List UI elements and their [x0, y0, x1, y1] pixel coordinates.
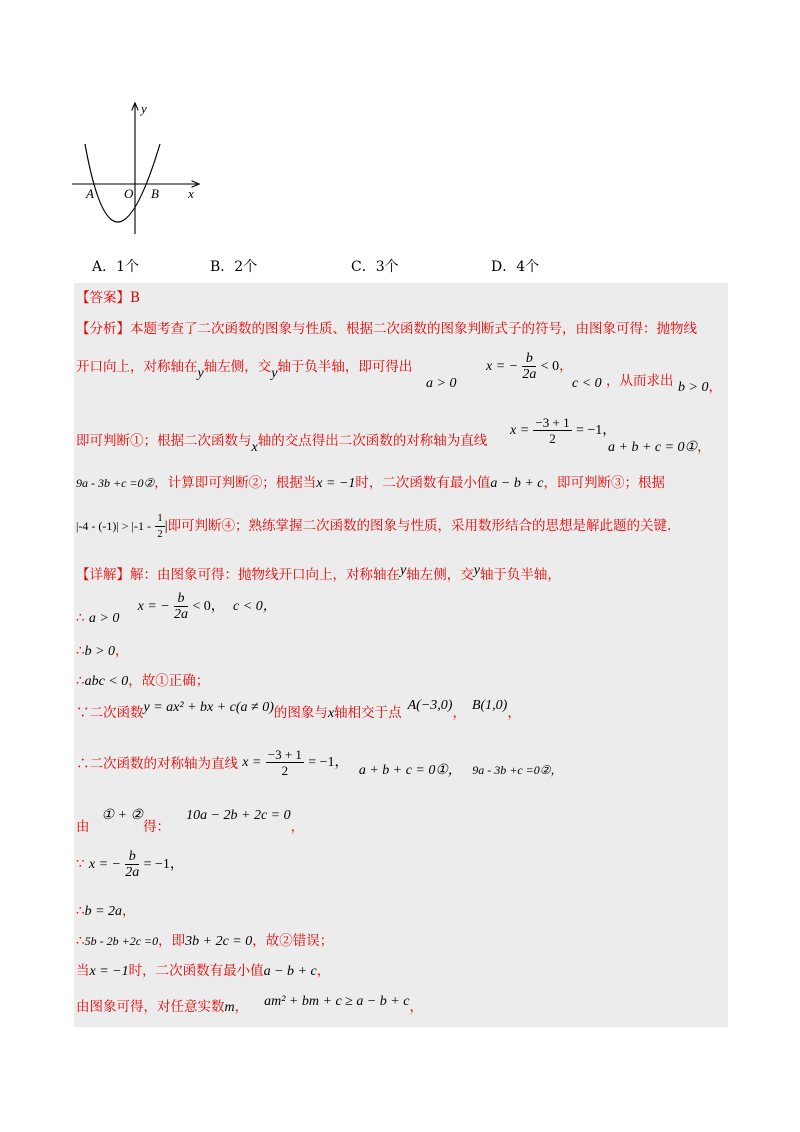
fraction [174, 591, 188, 622]
detail-line-2 [76, 591, 277, 626]
analysis-line-5 [76, 511, 671, 542]
because-symbol: ∵ [76, 856, 85, 872]
choice-b[interactable]: B．2个 [210, 259, 258, 275]
analysis-text: 即可判断④；熟练掌握二次函数的图象与性质，采用数形结合的思想是解此题的关键. [167, 518, 672, 534]
detail-text: 由 [76, 819, 90, 835]
detail-text: ， [507, 705, 521, 721]
math-expr: x = − [137, 599, 170, 614]
detail-line-1 [76, 563, 561, 584]
detail-text: 轴相交于点 [334, 705, 402, 721]
point-b-label: B [151, 186, 159, 201]
analysis-text: 轴左侧，交 [203, 359, 272, 375]
math-var: y [400, 563, 407, 578]
math-expr: a − b + c [490, 476, 544, 491]
fraction [125, 849, 139, 880]
analysis-line-1 [76, 317, 697, 337]
detail-text: 解：由图象可得：抛物线开口向上，对称轴在 [130, 567, 400, 583]
therefore-symbol: ∴ [76, 903, 85, 919]
detail-tag: 【详解】 [76, 567, 130, 583]
analysis-text: 轴于负半轴，即可得出 [277, 359, 413, 375]
math-expr: b = 2a [84, 904, 123, 919]
math-expr: x = [510, 423, 530, 438]
therefore-symbol: ∴ [76, 643, 85, 659]
detail-line-10 [76, 929, 333, 950]
detail-text: ， [290, 819, 305, 835]
detail-text: 轴于负半轴， [479, 567, 561, 583]
detail-line-12 [76, 995, 423, 1016]
math-var: y [197, 366, 204, 381]
detail-text: 得： [143, 819, 171, 835]
math-expr: b > 0 [678, 380, 709, 395]
analysis-text-then [606, 369, 674, 389]
math-expr: y = ax² + bx + c(a ≠ 0) [143, 700, 274, 715]
math-expr: x = −1 [89, 964, 129, 979]
therefore-symbol: ∴ [76, 673, 85, 689]
parabola-curve [85, 144, 160, 222]
math-expr: 9a - 3b +c =0②， [472, 763, 563, 777]
choice-a[interactable]: A．1个 [92, 259, 140, 275]
choice-c[interactable]: C．3个 [351, 259, 399, 275]
math-var: x [251, 440, 258, 455]
analysis-text: ，从而求出 [606, 373, 674, 389]
analysis-text: 开口向上，对称轴在 [76, 359, 198, 375]
x-axis-label: x [188, 186, 194, 201]
detail-text: 当 [76, 963, 90, 979]
math-expr: x = −1 [316, 476, 356, 491]
math-expr: A(−3,0) [407, 698, 453, 713]
math-expr: 3b + 2c = 0 [185, 934, 253, 949]
math-expr: b > 0 [84, 644, 116, 659]
detail-text: 的图象与 [273, 705, 328, 721]
analysis-text: 轴的交点得出二次函数的对称轴为直线 [257, 433, 488, 449]
detail-text: ， [122, 903, 136, 919]
detail-text: 时，二次函数有最小值 [128, 963, 264, 979]
math-expr: a + b + c = 0①， [358, 763, 462, 778]
analysis-text: 本题考查了二次函数的图象与性质、根据二次函数的图象判断式子的符号，由图象可得：抛物线 [130, 321, 697, 337]
math-expr: am² + bm + c ≥ a − b + c [264, 994, 410, 1009]
solution-panel [74, 283, 728, 1027]
math-var: m [224, 1000, 235, 1015]
answer-line [76, 286, 140, 306]
analysis-math-c [572, 375, 602, 392]
detail-text: ， [452, 705, 466, 721]
fraction [155, 511, 165, 542]
numerator: b [174, 591, 188, 607]
analysis-line-2 [76, 355, 412, 399]
analysis-line-4 [76, 471, 665, 492]
analysis-line-3 [76, 429, 488, 455]
detail-line-5 [76, 698, 521, 722]
analysis-text: ，计算即可判断②；根据当 [154, 475, 317, 491]
analysis-text: ，即可判断③；根据 [543, 475, 665, 491]
detail-line-3 [76, 639, 129, 660]
detail-line-6 [76, 747, 563, 778]
fraction [533, 415, 571, 446]
math-expr: x = − [486, 359, 519, 374]
numerator: 1 [155, 511, 165, 527]
fraction [522, 351, 536, 382]
numerator: b [125, 849, 139, 865]
parabola-graph [70, 100, 205, 240]
denominator: 2a [125, 865, 140, 880]
math-expr: < 0， [192, 599, 225, 614]
math-expr: ① + ② [101, 808, 144, 823]
analysis-math-b-pos: b > 0， [678, 379, 722, 395]
math-expr: a > 0 [426, 376, 457, 391]
math-expr: c < 0， [233, 599, 277, 614]
detail-text: ， [409, 999, 423, 1015]
math-expr: x = − [88, 857, 121, 872]
detail-text: ，故①正确； [128, 673, 210, 689]
math-expr: = −1， [143, 857, 184, 872]
numerator: −3 + 1 [267, 747, 302, 762]
math-expr: a > 0 [88, 611, 120, 626]
math-expr: | [164, 519, 168, 534]
detail-line-9 [76, 899, 136, 920]
detail-line-8 [76, 849, 184, 880]
y-axis-label: y [141, 101, 147, 116]
detail-text: ∴二次函数的对称轴为直线 [76, 756, 238, 772]
denominator: 2a [174, 607, 189, 622]
detail-line-7 [76, 803, 305, 835]
detail-text: ， [316, 963, 331, 979]
choice-d[interactable]: D．4个 [491, 259, 540, 275]
math-expr: = −1， [575, 423, 617, 438]
therefore-symbol: ∴ [76, 610, 85, 626]
detail-line-11 [76, 959, 330, 980]
analysis-text: 时，二次函数有最小值 [355, 475, 491, 491]
math-expr: 9a - 3b +c =0② [76, 476, 155, 490]
math-expr: x = [242, 755, 262, 770]
denominator: 2a [522, 367, 537, 382]
numerator: b [522, 351, 536, 367]
denominator: 2 [549, 431, 556, 446]
detail-text: 轴左侧，交 [406, 567, 474, 583]
analysis-math-a-pos [426, 375, 456, 392]
detail-text: ，即 [158, 933, 186, 949]
origin-label: O [124, 186, 134, 201]
math-expr: a + b + c = 0① [608, 440, 698, 455]
math-var: y [271, 366, 278, 381]
math-expr: = −1， [308, 755, 349, 770]
denominator: 2 [157, 528, 163, 540]
detail-line-4 [76, 669, 209, 690]
denominator: 2 [281, 763, 289, 778]
analysis-math-axis: x = − $\frac{b}{2a}$ < 0， [486, 351, 573, 382]
answer-value: B [130, 290, 140, 306]
analysis-axis-formula [510, 415, 616, 446]
math-expr: 5b - 2b +2c =0 [84, 934, 159, 948]
math-expr: B(1,0) [471, 698, 508, 713]
analysis-tag: 【分析】 [76, 321, 130, 337]
math-var: x [327, 706, 335, 721]
fraction [266, 747, 304, 778]
math-expr: c < 0 [572, 376, 602, 391]
analysis-text: 即可判断①；根据二次函数与 [76, 433, 252, 449]
numerator: −3 + 1 [535, 415, 570, 430]
detail-text: ， [115, 643, 129, 659]
answer-tag: 【答案】 [76, 290, 130, 306]
math-expr: a − b + c [263, 964, 317, 979]
math-expr: abc < 0 [84, 674, 129, 689]
math-expr: 10a − 2b + 2c = 0 [186, 808, 291, 823]
detail-text: 由图象可得，对任意实数 [76, 999, 225, 1015]
detail-text: ， [234, 999, 249, 1015]
therefore-symbol: ∴ [76, 933, 85, 949]
math-var: y [473, 563, 480, 578]
point-a-label: A [86, 186, 94, 201]
math-expr: |-4 - (-1)| > |-1 - [76, 519, 151, 533]
detail-text: ∵二次函数 [76, 705, 144, 721]
math-expr: < 0 [540, 359, 560, 374]
analysis-eq-1: a + b + c = 0①， [608, 439, 711, 455]
detail-text: ，故②错误； [252, 933, 334, 949]
